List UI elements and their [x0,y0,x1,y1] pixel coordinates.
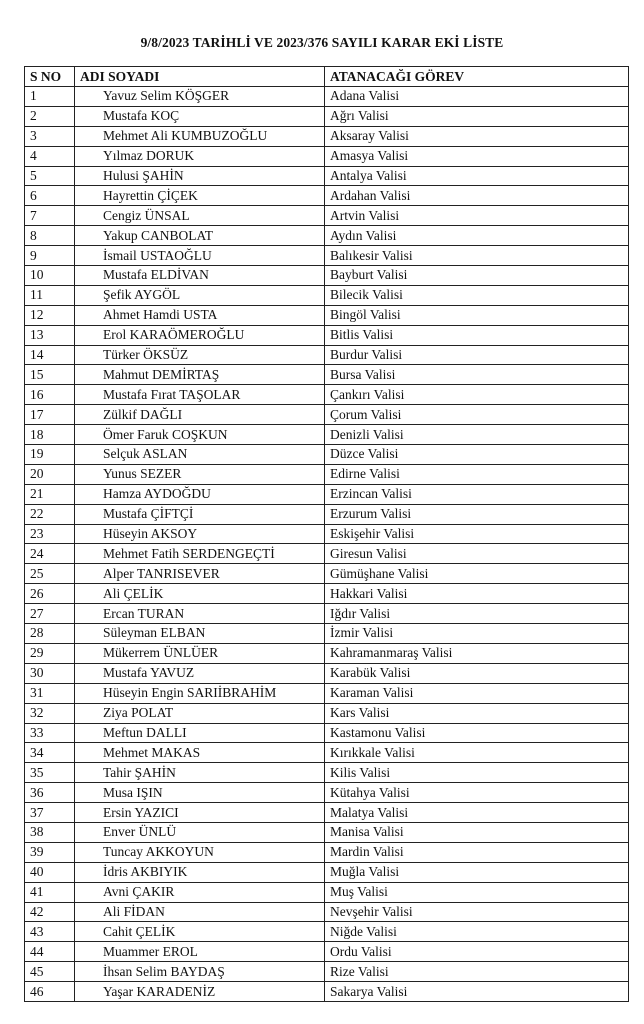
table-row [25,723,629,743]
assigned-post: Eskişehir Valisi [325,524,629,544]
person-name: İsmail USTAOĞLU [75,246,325,266]
person-name: Mehmet Ali KUMBUZOĞLU [75,126,325,146]
row-number: 27 [25,604,75,624]
person-name: Cahit ÇELİK [75,922,325,942]
assigned-post: Bursa Valisi [325,365,629,385]
document-title: 9/8/2023 TARİHLİ VE 2023/376 SAYILI KARAR EKİ LİSTE [140,35,504,50]
row-number: 37 [25,803,75,823]
table-row [25,166,629,186]
assigned-post: Edirne Valisi [325,464,629,484]
person-name: Yılmaz DORUK [75,146,325,166]
row-number: 38 [25,822,75,842]
assigned-post: Kahramanmaraş Valisi [325,643,629,663]
row-number: 45 [25,962,75,982]
assigned-post: Nevşehir Valisi [325,902,629,922]
row-number: 10 [25,266,75,286]
person-name: Cengiz ÜNSAL [75,206,325,226]
person-name: Mükerrem ÜNLÜER [75,643,325,663]
person-name: Hayrettin ÇİÇEK [75,186,325,206]
person-name: Ercan TURAN [75,604,325,624]
assigned-post: Kilis Valisi [325,763,629,783]
row-number: 31 [25,683,75,703]
table-row [25,464,629,484]
row-number: 30 [25,663,75,683]
row-number: 46 [25,982,75,1002]
table-row [25,544,629,564]
person-name: Muammer EROL [75,942,325,962]
row-number: 14 [25,345,75,365]
assigned-post: Kars Valisi [325,703,629,723]
assigned-post: Burdur Valisi [325,345,629,365]
assigned-post: Ardahan Valisi [325,186,629,206]
assigned-post: Muğla Valisi [325,862,629,882]
table-row [25,226,629,246]
assigned-post: Mardin Valisi [325,842,629,862]
table-row [25,504,629,524]
row-number: 8 [25,226,75,246]
row-number: 40 [25,862,75,882]
person-name: Zülkif DAĞLI [75,405,325,425]
table-row [25,643,629,663]
person-name: Süleyman ELBAN [75,624,325,644]
row-number: 13 [25,325,75,345]
person-name: Mustafa KOÇ [75,106,325,126]
row-number: 34 [25,743,75,763]
person-name: Mustafa Fırat TAŞOLAR [75,385,325,405]
appointment-table [24,66,629,1002]
row-number: 12 [25,305,75,325]
table-row [25,106,629,126]
person-name: Ziya POLAT [75,703,325,723]
assigned-post: Bayburt Valisi [325,266,629,286]
row-number: 3 [25,126,75,146]
table-row [25,206,629,226]
row-number: 17 [25,405,75,425]
person-name: Avni ÇAKIR [75,882,325,902]
table-row [25,564,629,584]
row-number: 21 [25,484,75,504]
row-number: 26 [25,584,75,604]
table-row [25,663,629,683]
person-name: Mehmet MAKAS [75,743,325,763]
assigned-post: Malatya Valisi [325,803,629,823]
assigned-post: Artvin Valisi [325,206,629,226]
assigned-post: Kütahya Valisi [325,783,629,803]
assigned-post: Antalya Valisi [325,166,629,186]
table-row [25,87,629,107]
assigned-post: Çankırı Valisi [325,385,629,405]
row-number: 2 [25,106,75,126]
person-name: Mustafa YAVUZ [75,663,325,683]
table-row [25,783,629,803]
row-number: 35 [25,763,75,783]
person-name: Ahmet Hamdi USTA [75,305,325,325]
assigned-post: Hakkari Valisi [325,584,629,604]
assigned-post: Sakarya Valisi [325,982,629,1002]
assigned-post: Rize Valisi [325,962,629,982]
assigned-post: Bingöl Valisi [325,305,629,325]
table-row [25,126,629,146]
row-number: 1 [25,87,75,107]
table-row [25,842,629,862]
row-number: 42 [25,902,75,922]
person-name: Erol KARAÖMEROĞLU [75,325,325,345]
person-name: Ali ÇELİK [75,584,325,604]
row-number: 29 [25,643,75,663]
person-name: Ersin YAZICI [75,803,325,823]
person-name: Hüseyin AKSOY [75,524,325,544]
person-name: Alper TANRISEVER [75,564,325,584]
table-row [25,683,629,703]
person-name: Hamza AYDOĞDU [75,484,325,504]
row-number: 9 [25,246,75,266]
table-row [25,803,629,823]
table-row [25,266,629,286]
row-number: 36 [25,783,75,803]
table-row [25,385,629,405]
table-row [25,584,629,604]
table-row [25,305,629,325]
assigned-post: Denizli Valisi [325,425,629,445]
person-name: Yakup CANBOLAT [75,226,325,246]
table-row [25,922,629,942]
row-number: 24 [25,544,75,564]
table-row [25,902,629,922]
person-name: Meftun DALLI [75,723,325,743]
table-row [25,524,629,544]
person-name: Hüseyin Engin SARIİBRAHİM [75,683,325,703]
row-number: 44 [25,942,75,962]
table-row [25,624,629,644]
row-number: 25 [25,564,75,584]
row-number: 28 [25,624,75,644]
row-number: 11 [25,285,75,305]
table-row [25,604,629,624]
table-row [25,962,629,982]
person-name: Türker ÖKSÜZ [75,345,325,365]
assigned-post: Erzurum Valisi [325,504,629,524]
table-row [25,982,629,1002]
assigned-post: Karaman Valisi [325,683,629,703]
row-number: 22 [25,504,75,524]
table-row [25,325,629,345]
table-row [25,365,629,385]
person-name: Yunus SEZER [75,464,325,484]
table-row [25,484,629,504]
person-name: Mehmet Fatih SERDENGEÇTİ [75,544,325,564]
person-name: Mahmut DEMİRTAŞ [75,365,325,385]
person-name: Mustafa ÇİFTÇİ [75,504,325,524]
table-body [25,87,629,1002]
table-row [25,246,629,266]
row-number: 16 [25,385,75,405]
person-name: Şefik AYGÖL [75,285,325,305]
row-number: 20 [25,464,75,484]
assigned-post: Giresun Valisi [325,544,629,564]
assigned-post: Niğde Valisi [325,922,629,942]
assigned-post: Manisa Valisi [325,822,629,842]
row-number: 43 [25,922,75,942]
person-name: İhsan Selim BAYDAŞ [75,962,325,982]
assigned-post: Aydın Valisi [325,226,629,246]
table-row [25,445,629,465]
table-row [25,743,629,763]
header-name: ADI SOYADI [75,67,325,87]
person-name: Musa IŞIN [75,783,325,803]
row-number: 18 [25,425,75,445]
assigned-post: Çorum Valisi [325,405,629,425]
assigned-post: Ağrı Valisi [325,106,629,126]
table-header-row [25,67,629,87]
row-number: 19 [25,445,75,465]
assigned-post: Adana Valisi [325,87,629,107]
person-name: Enver ÜNLÜ [75,822,325,842]
assigned-post: Kastamonu Valisi [325,723,629,743]
assigned-post: Karabük Valisi [325,663,629,683]
row-number: 41 [25,882,75,902]
table-row [25,425,629,445]
person-name: Tuncay AKKOYUN [75,842,325,862]
assigned-post: Erzincan Valisi [325,484,629,504]
row-number: 39 [25,842,75,862]
assigned-post: Kırıkkale Valisi [325,743,629,763]
table-row [25,862,629,882]
assigned-post: Düzce Valisi [325,445,629,465]
person-name: Hulusi ŞAHİN [75,166,325,186]
row-number: 32 [25,703,75,723]
table-row [25,146,629,166]
assigned-post: Bitlis Valisi [325,325,629,345]
person-name: Mustafa ELDİVAN [75,266,325,286]
row-number: 5 [25,166,75,186]
table-row [25,186,629,206]
table-row [25,763,629,783]
row-number: 6 [25,186,75,206]
table-row [25,942,629,962]
table-row [25,405,629,425]
row-number: 7 [25,206,75,226]
person-name: Ömer Faruk COŞKUN [75,425,325,445]
table-row [25,882,629,902]
header-sno: S NO [25,67,75,87]
assigned-post: Amasya Valisi [325,146,629,166]
person-name: İdris AKBIYIK [75,862,325,882]
row-number: 33 [25,723,75,743]
table-row [25,822,629,842]
assigned-post: Ordu Valisi [325,942,629,962]
person-name: Ali FİDAN [75,902,325,922]
assigned-post: Gümüşhane Valisi [325,564,629,584]
assigned-post: Iğdır Valisi [325,604,629,624]
row-number: 23 [25,524,75,544]
assigned-post: İzmir Valisi [325,624,629,644]
person-name: Yavuz Selim KÖŞGER [75,87,325,107]
header-post: ATANACAĞI GÖREV [325,67,629,87]
row-number: 4 [25,146,75,166]
row-number: 15 [25,365,75,385]
table-row [25,345,629,365]
assigned-post: Bilecik Valisi [325,285,629,305]
assigned-post: Muş Valisi [325,882,629,902]
assigned-post: Aksaray Valisi [325,126,629,146]
table-row [25,285,629,305]
assigned-post: Balıkesir Valisi [325,246,629,266]
person-name: Yaşar KARADENİZ [75,982,325,1002]
table-row [25,703,629,723]
person-name: Selçuk ASLAN [75,445,325,465]
person-name: Tahir ŞAHİN [75,763,325,783]
